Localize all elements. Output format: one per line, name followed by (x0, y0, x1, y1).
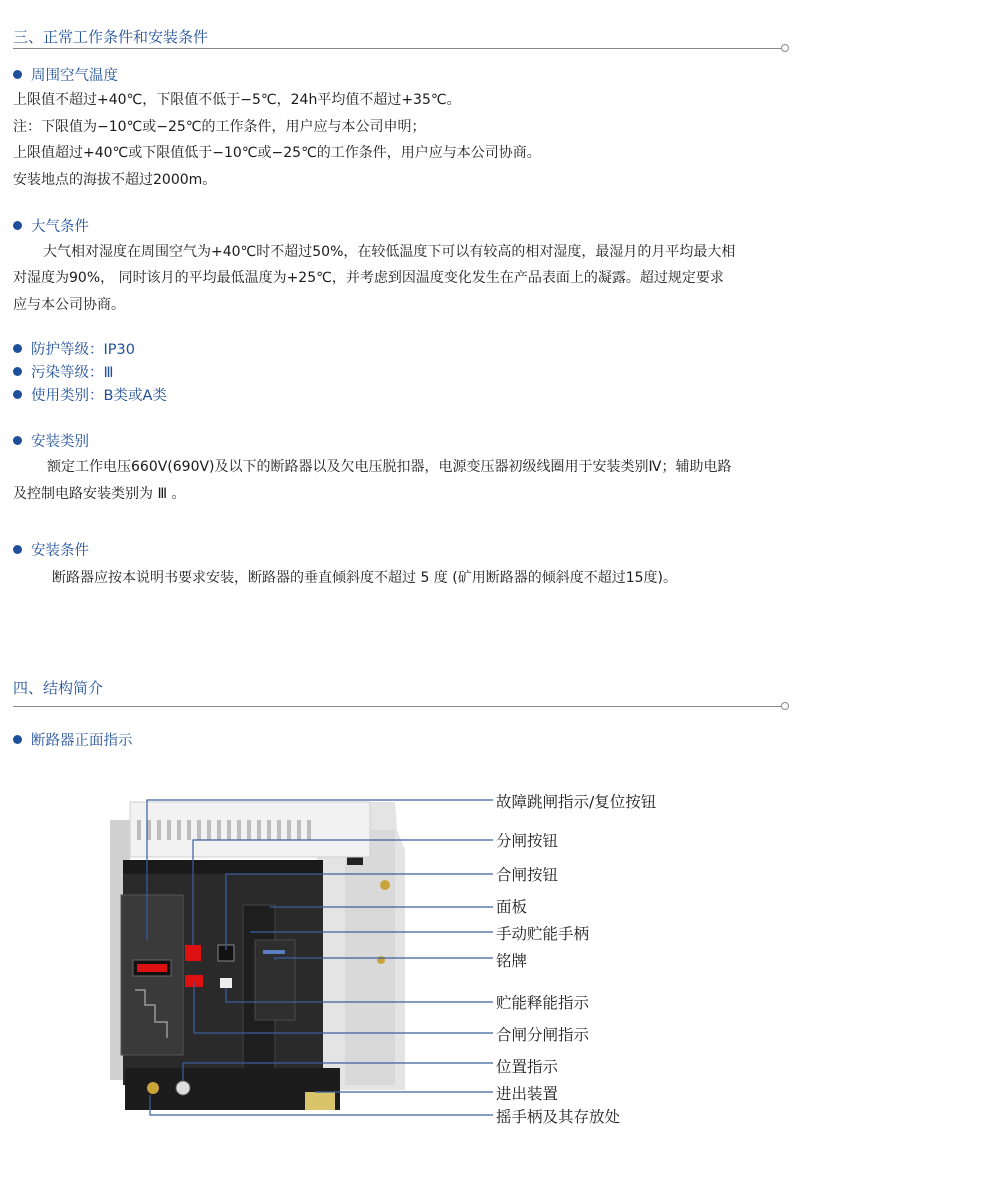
text-line: 大气相对湿度在周围空气为+40℃时不超过50%，在较低温度下可以有较高的相对湿度，最湿月的月平均最大相 (43, 244, 736, 260)
callout-open-button: 分闸按钮 (496, 832, 559, 850)
open-button (185, 945, 201, 961)
bullet-atmosphere (13, 215, 89, 236)
divider-end-circle (781, 702, 789, 710)
crank-holder (147, 1082, 159, 1094)
bullet-dot-icon (13, 367, 22, 376)
text-line: 对湿度为90%， 同时该月的平均最低温度为+25℃，并考虑到因温度变化发生在产品表面上的凝露。超过规定要求 (13, 270, 724, 286)
divider-end-circle (781, 44, 789, 52)
bullet-dot-icon (13, 390, 22, 399)
bullet-dot-icon (13, 545, 22, 554)
bullet-dot-icon (13, 70, 22, 79)
callout-charging-handle: 手动贮能手柄 (496, 925, 590, 943)
text-line: 应与本公司协商。 (13, 297, 125, 313)
section-divider (13, 706, 783, 707)
text-line: 安装地点的海拔不超过2000m。 (13, 172, 217, 188)
bullet-heading: 大气条件 (31, 219, 89, 235)
text-line: 上限值超过+40℃或下限值低于−10℃或−25℃的工作条件，用户应与本公司协商。 (13, 145, 541, 161)
bullet-heading: 使用类别：B类或A类 (31, 388, 167, 404)
text-line: 注：下限值为−10℃或−25℃的工作条件，用户应与本公司申明； (13, 119, 426, 135)
bullet-heading: 断路器正面指示 (31, 733, 133, 749)
callout-crank-storage: 摇手柄及其存放处 (496, 1108, 621, 1126)
callout-charge-release-indicator: 贮能释能指示 (496, 994, 590, 1012)
section-divider (13, 48, 783, 49)
terminal-bolt (377, 956, 385, 964)
section-title-structure: 四、结构简介 (13, 679, 104, 697)
callout-position-indicator: 位置指示 (496, 1058, 559, 1076)
bullet-install-category (13, 430, 89, 451)
text-line: 及控制电路安装类别为 Ⅲ 。 (13, 486, 186, 502)
terminal-bolt (380, 880, 390, 890)
charge-indicator (220, 978, 232, 988)
callout-panel: 面板 (496, 898, 528, 916)
callout-nameplate: 铭牌 (496, 952, 528, 970)
bullet-dot-icon (13, 436, 22, 445)
bullet-heading: 周围空气温度 (31, 68, 118, 84)
position-indicator (176, 1081, 190, 1095)
bullet-dot-icon (13, 344, 22, 353)
bullet-dot-icon (13, 221, 22, 230)
callout-racking-device: 进出装置 (496, 1085, 559, 1103)
callout-fault-trip-reset: 故障跳闸指示/复位按钮 (496, 793, 657, 811)
section-title-working-conditions: 三、正常工作条件和安装条件 (13, 28, 209, 46)
bullet-heading: 防护等级：IP30 (31, 342, 135, 358)
callout-close-button: 合闸按钮 (496, 866, 559, 884)
callout-close-open-indicator: 合闸分闸指示 (496, 1026, 590, 1044)
bullet-dot-icon (13, 735, 22, 744)
bullet-heading: 污染等级：Ⅲ (31, 365, 114, 381)
text-line: 额定工作电压660V(690V)及以下的断路器以及欠电压脱扣器，电源变压器初级线圈用于安装类别Ⅳ；辅助电路 (47, 459, 732, 475)
bullet-usage-category (13, 384, 167, 405)
bullet-ambient-temperature (13, 64, 118, 85)
bullet-protection-rating (13, 338, 135, 359)
bullet-pollution-rating (13, 361, 114, 382)
bullet-heading: 安装类别 (31, 434, 89, 450)
circuit-breaker-image (105, 790, 500, 1130)
text-line: 断路器应按本说明书要求安装，断路器的垂直倾斜度不超过 5 度 (矿用断路器的倾斜度不超过15度)。 (52, 570, 677, 586)
bullet-install-condition (13, 539, 89, 560)
text-line: 上限值不超过+40℃，下限值不低于−5℃，24h平均值不超过+35℃。 (13, 92, 461, 108)
bullet-heading: 安装条件 (31, 543, 89, 559)
bullet-front-indication (13, 729, 133, 750)
